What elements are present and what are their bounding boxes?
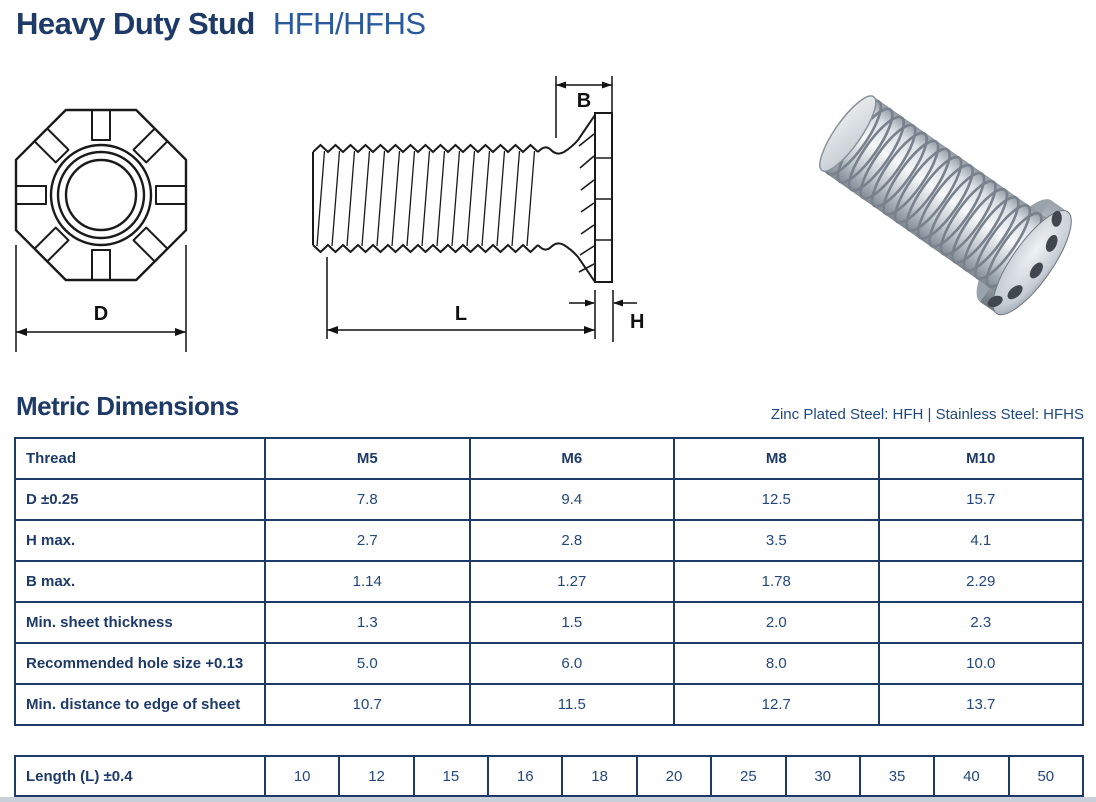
length-value: 25: [711, 756, 785, 796]
cell-value: 11.5: [470, 684, 675, 725]
thread-header-cell: Thread: [15, 438, 265, 479]
row-label: Min. distance to edge of sheet: [15, 684, 265, 725]
length-label: Length (L) ±0.4: [15, 756, 265, 796]
row-label: Min. sheet thickness: [15, 602, 265, 643]
cell-value: 2.3: [879, 602, 1084, 643]
length-value: 18: [562, 756, 636, 796]
flange-inner-circle: [66, 160, 136, 230]
metric-dimensions-table: [14, 437, 1084, 726]
front-view-drawing: [6, 90, 206, 358]
side-view-drawing: [283, 62, 673, 357]
length-value: 10: [265, 756, 339, 796]
length-table: [14, 755, 1084, 797]
cell-value: 7.8: [265, 479, 470, 520]
row-label: Recommended hole size +0.13: [15, 643, 265, 684]
col-header-m6: M6: [470, 438, 675, 479]
thread-profile: [313, 145, 538, 252]
length-value: 12: [339, 756, 413, 796]
cell-value: 2.0: [674, 602, 879, 643]
cell-value: 1.27: [470, 561, 675, 602]
length-value: 50: [1009, 756, 1083, 796]
cell-value: 5.0: [265, 643, 470, 684]
table-row: [15, 602, 1083, 643]
cell-value: 1.5: [470, 602, 675, 643]
table-row: [15, 684, 1083, 725]
cell-value: 9.4: [470, 479, 675, 520]
dimension-l: [327, 257, 595, 339]
material-note: Zinc Plated Steel: HFH | Stainless Steel: HFHS: [770, 406, 1084, 423]
dim-label-h: H: [630, 311, 645, 333]
col-header-m5: M5: [265, 438, 470, 479]
stud-head-outline: [538, 113, 612, 282]
cell-value: 10.7: [265, 684, 470, 725]
dimension-d: [16, 245, 186, 352]
section-title: Metric Dimensions: [16, 391, 239, 421]
cell-value: 15.7: [879, 479, 1084, 520]
length-value: 40: [934, 756, 1008, 796]
table-row: [15, 643, 1083, 684]
part-number: HFH/HFHS: [272, 6, 426, 41]
length-row: [15, 756, 1083, 796]
row-label: H max.: [15, 520, 265, 561]
col-header-m10: M10: [879, 438, 1084, 479]
row-label: D ±0.25: [15, 479, 265, 520]
cell-value: 2.29: [879, 561, 1084, 602]
cell-value: 6.0: [470, 643, 675, 684]
cell-value: 2.7: [265, 520, 470, 561]
length-value: 30: [786, 756, 860, 796]
table-row: [15, 520, 1083, 561]
length-value: 20: [637, 756, 711, 796]
row-label: B max.: [15, 561, 265, 602]
dim-label-l: L: [454, 303, 468, 325]
table-header-row: [15, 438, 1083, 479]
cell-value: 10.0: [879, 643, 1084, 684]
cell-value: 13.7: [879, 684, 1084, 725]
length-value: 35: [860, 756, 934, 796]
dim-label-b: B: [576, 90, 592, 112]
dimension-b: [556, 76, 612, 138]
product-photo: [790, 68, 1090, 348]
cell-value: 3.5: [674, 520, 879, 561]
cell-value: 1.78: [674, 561, 879, 602]
col-header-m8: M8: [674, 438, 879, 479]
flange-notches: [16, 110, 186, 280]
cell-value: 1.3: [265, 602, 470, 643]
cell-value: 12.7: [674, 684, 879, 725]
length-value: 15: [414, 756, 488, 796]
footer-band: [0, 797, 1096, 802]
dim-label-d: D: [93, 303, 109, 325]
cell-value: 8.0: [674, 643, 879, 684]
flange-middle-circle: [58, 152, 144, 238]
cell-value: 2.8: [470, 520, 675, 561]
cell-value: 1.14: [265, 561, 470, 602]
table-row: [15, 561, 1083, 602]
length-value: 16: [488, 756, 562, 796]
table-row: [15, 479, 1083, 520]
page-header: [16, 6, 426, 42]
cell-value: 4.1: [879, 520, 1084, 561]
page-title: Heavy Duty Stud: [16, 6, 255, 41]
dimension-h: [569, 290, 644, 342]
cell-value: 12.5: [674, 479, 879, 520]
